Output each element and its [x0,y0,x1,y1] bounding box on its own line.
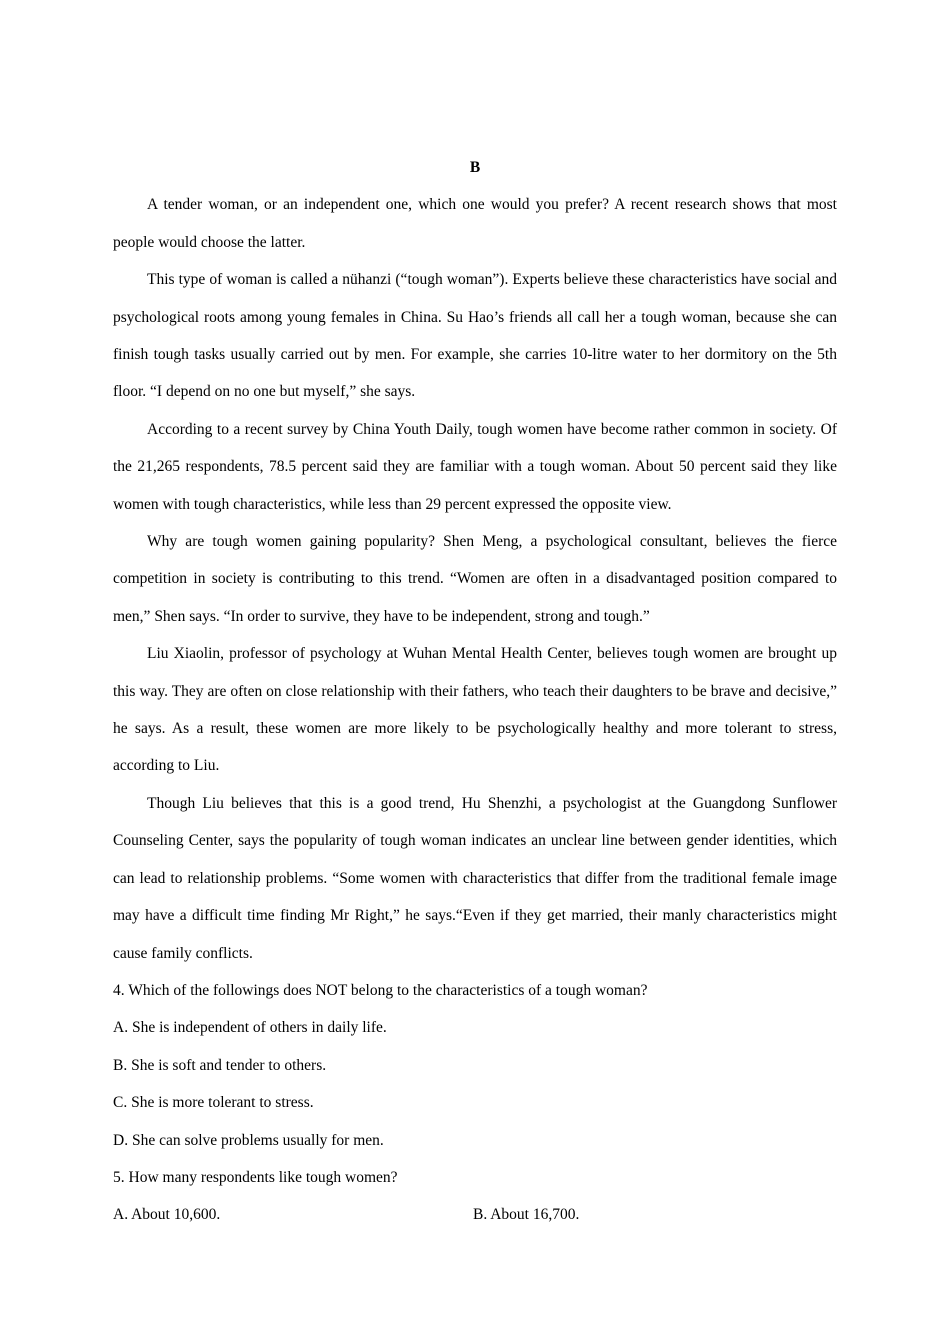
passage-paragraph-3: According to a recent survey by China Youth Daily, tough women have become rather common in society. Of the 21,265 respondents, 78.5 percent said they are familiar with a tough woman. About 50 percent said they like women with tough characteristics, while less than 29 percent expressed the opposite view. [113,420,837,513]
question-5-options-row [113,1196,837,1233]
question-4-option-c: C. She is more tolerant to stress. [113,1094,314,1112]
section-title: B [469,159,481,176]
question-4-stem: 4. Which of the followings does NOT belong to the characteristics of a tough woman? [113,981,648,999]
document-page [113,149,837,1234]
question-4-option-d: D. She can solve problems usually for men. [113,1131,384,1149]
question-4 [113,972,837,1159]
passage-paragraph-6: Though Liu believes that this is a good trend, Hu Shenzhi, a psychologist at the Guangdong Sunflower Counseling Center, says the popularity of tough woman indicates an unclear line between gender identities, which can lead to relationship problems. “Some women with characteristics that differ from the traditional female image may have a difficult time finding Mr Right,” he says.“Even if they get married, their manly characteristics might cause family conflicts. [113,794,837,962]
question-4-option-a: A. She is independent of others in daily life. [113,1019,387,1037]
question-5 [113,1159,837,1234]
question-5-option-a: A. About 10,600. [113,1206,221,1224]
passage-paragraph-5: Liu Xiaolin, professor of psychology at Wuhan Mental Health Center, believes tough women are brought up this way. They are often on close relationship with their fathers, who teach their daughters to be brave and decisive,” he says. As a result, these women are more likely to be psychologically healthy and more tolerant to stress, according to Liu. [113,645,837,775]
passage-paragraph-2: This type of woman is called a nühanzi (“tough woman”). Experts believe these characteristics have social and psychological roots among young females in China. Su Hao’s friends all call her a tough woman, because she can finish tough tasks usually carried out by men. For example, she carries 10-litre water to her dormitory on the 5th floor. “I depend on no one but myself,” she says. [113,271,837,401]
question-5-stem: 5. How many respondents like tough women? [113,1168,398,1186]
question-5-option-b: B. About 16,700. [473,1206,580,1224]
passage-paragraph-1: A tender woman, or an independent one, which one would you prefer? A recent research shows that most people would choose the latter. [113,196,837,251]
passage-paragraph-4: Why are tough women gaining popularity? Shen Meng, a psychological consultant, believes the fierce competition in society is contributing to this trend. “Women are often in a disadvantaged position compared to men,” Shen says. “In order to survive, they have to be independent, strong and tough.” [113,533,837,625]
question-4-option-b: B. She is soft and tender to others. [113,1056,327,1074]
